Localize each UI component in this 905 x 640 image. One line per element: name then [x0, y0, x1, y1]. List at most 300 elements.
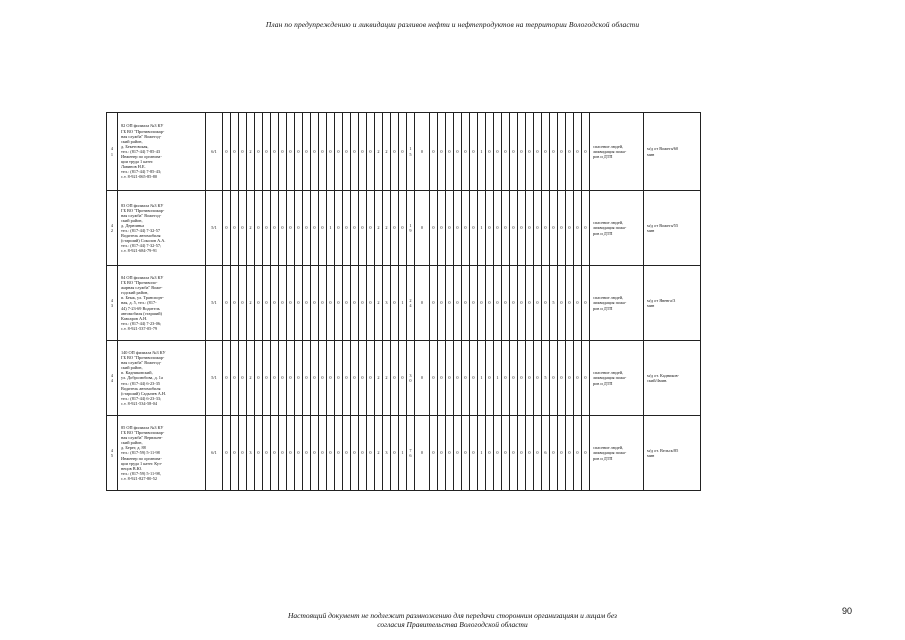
arrival-time-cell — [644, 113, 701, 191]
arrival-line: мин — [647, 228, 655, 233]
organization-line: п. Бекж, ул. Транспорт- — [121, 295, 164, 301]
organization-line: годский район, — [121, 290, 149, 296]
count-cell: 0 — [446, 416, 454, 491]
count-cell: 0 — [462, 113, 470, 191]
organization-line: с.т. 8-921-827-80-52 — [121, 475, 158, 481]
task-line: ликвидация пожа- — [593, 148, 627, 154]
organization-line: Водитель автомобиля — [121, 385, 161, 391]
count-cell: 0 — [303, 341, 311, 416]
row-index-digit: 4 — [110, 146, 114, 152]
organization-line: тел.: (817-44) 7-32-57 — [121, 228, 160, 233]
organization-line: ная служба" Вожегод- — [121, 212, 162, 218]
organization-line: 44) 7-23-69 Водитель — [121, 305, 160, 311]
count-cell: 0 — [295, 113, 303, 191]
count-cell: 0 — [367, 113, 375, 191]
count-cell: 0 — [271, 266, 279, 341]
count-cell: 3 — [247, 416, 255, 491]
organization-line: тел.: (817-44) 7-32-57; — [121, 243, 162, 249]
count-cell: 0 — [446, 113, 454, 191]
count-cell: 0 — [335, 341, 343, 416]
count-cell: 0 — [574, 191, 582, 266]
footer-line-2: согласия Правительства Вологодской области — [377, 620, 528, 629]
count-cell: 0 — [582, 341, 590, 416]
count-cell: 0 — [518, 341, 526, 416]
count-cell: 0 — [351, 113, 359, 191]
task-line: ров и ДТП — [593, 305, 613, 311]
crew-ratio-cell: 5/1 — [206, 341, 223, 416]
count-cell: 0 — [430, 266, 438, 341]
count-cell: 0 — [303, 416, 311, 491]
count-cell: 6 — [542, 416, 550, 491]
organization-line: с.т. 8-921-065-85-80 — [121, 174, 158, 180]
count-cell: 0 — [454, 266, 462, 341]
arrival-line: м/д от. Кадников- — [647, 372, 679, 378]
row-index-digit: 5 — [110, 453, 114, 458]
arrival-line: мин — [647, 151, 655, 157]
stacked-digit: 0 — [409, 378, 412, 383]
count-cell: 0 — [582, 113, 590, 191]
count-cell: 0 — [566, 266, 574, 341]
count-cell: 0 — [470, 191, 478, 266]
count-cell: 0 — [494, 266, 502, 341]
count-cell: 0 — [391, 416, 399, 491]
organization-line: д. Берег, д. 88 — [121, 445, 146, 451]
count-cell: 0 — [279, 113, 287, 191]
row-index-digit: 2 — [110, 228, 114, 233]
count-cell: 0 — [550, 416, 558, 491]
count-cell: 0 — [311, 416, 319, 491]
count-cell: 0 — [343, 113, 351, 191]
count-cell: 0 — [359, 416, 367, 491]
organization-line: тел.: (817-44) 7-23-06; — [121, 320, 162, 326]
organization-line: (старший) Соколов А.А. — [121, 238, 166, 244]
task-line: ликвидация пожа- — [593, 300, 627, 306]
count-cell: 0 — [359, 191, 367, 266]
table-row — [107, 341, 701, 416]
count-cell: 0 — [478, 266, 486, 341]
crew-ratio-cell: 6/1 — [206, 416, 223, 491]
count-cell: 0 — [494, 113, 502, 191]
count-cell: 0 — [295, 191, 303, 266]
count-cell: 0 — [438, 341, 446, 416]
task-line: ров и ДТП — [593, 380, 613, 386]
count-cell: 0 — [574, 416, 582, 491]
count-cell: 0 — [510, 341, 518, 416]
organization-line: тел.: (817-59) 5-11-98, — [121, 470, 161, 476]
document-footer — [0, 611, 905, 629]
organization-line: 85 ОП филиала №3 КУ — [121, 424, 164, 430]
organization-line: тел.: (817-44) 6-23-35 — [121, 380, 160, 386]
count-cell: 0 — [550, 113, 558, 191]
count-cell: 0 — [430, 191, 438, 266]
organization-line: п. Кадниковский, — [121, 370, 153, 376]
arrival-line: м/д от. Вельск/85 — [647, 447, 679, 453]
count-cell: 0 — [558, 191, 566, 266]
count-cell: 0 — [462, 191, 470, 266]
count-cell: 0 — [295, 266, 303, 341]
organization-line: ГБ ВО "Противопожар- — [121, 128, 165, 134]
organization-line: 140 ОП филиала №3 КУ — [121, 349, 166, 355]
organization-line: ная, д. 5, тел.: (817- — [121, 300, 157, 306]
table-row — [107, 191, 701, 266]
count-cell: 0 — [271, 113, 279, 191]
task-line: ров и ДТП — [593, 455, 613, 461]
count-cell: 0 — [295, 416, 303, 491]
count-cell: 0 — [391, 266, 399, 341]
organization-line: 84 ОП филиала №3 КУ — [121, 274, 164, 280]
task-description-cell — [590, 266, 644, 341]
resource-table-body — [107, 113, 701, 491]
arrival-line: м/д от Явенга/3 — [647, 297, 676, 303]
count-cell: 0 — [295, 341, 303, 416]
crew-ratio-cell: 6/1 — [206, 113, 223, 191]
count-cell: 0 — [518, 266, 526, 341]
organization-cell — [118, 266, 206, 341]
count-cell: 0 — [399, 191, 407, 266]
count-cell: 0 — [502, 416, 510, 491]
count-cell: 0 — [367, 266, 375, 341]
count-cell: 0 — [558, 341, 566, 416]
count-cell: 5 — [542, 341, 550, 416]
resource-table — [106, 112, 701, 491]
count-cell: 0 — [430, 341, 438, 416]
count-cell: 0 — [582, 191, 590, 266]
crew-ratio-cell: 5/1 — [206, 191, 223, 266]
table-row — [107, 266, 701, 341]
task-line: спасение людей, — [593, 220, 624, 226]
arrival-line: м/д от Вожега/60 — [647, 146, 679, 152]
count-cell: 0 — [454, 341, 462, 416]
count-cell: 0 — [271, 416, 279, 491]
count-cell: 0 — [311, 266, 319, 341]
count-cell: 0 — [534, 191, 542, 266]
count-cell: 1 — [478, 416, 486, 491]
count-cell: 0 — [343, 191, 351, 266]
task-line: ликвидация пожа- — [593, 375, 627, 381]
count-cell: 0 — [255, 113, 263, 191]
count-cell: 0 — [223, 341, 231, 416]
count-cell: 0 — [542, 266, 550, 341]
count-cell: 0 — [279, 416, 287, 491]
count-cell: 0 — [574, 341, 582, 416]
count-cell: 0 — [231, 341, 239, 416]
organization-line: ский район, — [121, 365, 143, 371]
count-cell: 1 — [478, 191, 486, 266]
count-cell: 0 — [319, 266, 327, 341]
organization-line: тел.: (817-44) 6-23-33; — [121, 395, 162, 401]
count-cell: 0 — [494, 416, 502, 491]
count-cell: 0 — [391, 341, 399, 416]
task-line: спасение людей, — [593, 445, 624, 451]
count-cell: 0 — [279, 266, 287, 341]
count-cell: 0 — [239, 191, 247, 266]
organization-line: Инженер по организа- — [121, 154, 162, 160]
count-cell: 0 — [335, 191, 343, 266]
count-cell: 0 — [526, 191, 534, 266]
organization-line: ский район, — [121, 217, 143, 223]
row-index-digit: 4 — [110, 372, 114, 378]
count-cell: 2 — [383, 191, 391, 266]
task-line: спасение людей, — [593, 295, 624, 301]
count-cell: 0 — [303, 266, 311, 341]
organization-line: ГБ ВО "Противопожар- — [121, 355, 165, 361]
count-cell: 2 — [383, 341, 391, 416]
count-cell: 0 — [415, 341, 430, 416]
count-cell: 0 — [446, 341, 454, 416]
count-cell: 0 — [518, 416, 526, 491]
organization-line: ции труда 1 катег. Куз- — [121, 460, 163, 466]
count-cell: 0 — [462, 266, 470, 341]
count-cell: 0 — [542, 191, 550, 266]
count-cell: 0 — [263, 266, 271, 341]
organization-line: жарная служба" Вожe- — [121, 285, 163, 291]
count-cell: 0 — [502, 191, 510, 266]
organization-cell — [118, 416, 206, 491]
count-cell: 0 — [415, 416, 430, 491]
organization-line: автомобиля (старший) — [121, 310, 162, 316]
stacked-value-cell — [407, 341, 415, 416]
count-cell: 0 — [510, 191, 518, 266]
count-cell: 0 — [327, 266, 335, 341]
count-cell: 0 — [391, 191, 399, 266]
count-cell: 0 — [231, 191, 239, 266]
count-cell: 0 — [462, 341, 470, 416]
count-cell: 5 — [550, 266, 558, 341]
count-cell: 0 — [470, 341, 478, 416]
organization-line: с.т. 8-921-534-58-04 — [121, 400, 158, 406]
count-cell: 0 — [239, 341, 247, 416]
organization-line: ГБ ВО "Противопожар- — [121, 207, 165, 213]
organization-line: д. Бекетовская, — [121, 143, 149, 149]
row-index-digit: 4 — [110, 222, 114, 228]
count-cell: 0 — [327, 416, 335, 491]
count-cell: 0 — [311, 341, 319, 416]
organization-line: тел.: (817-44) 7-85-43 — [121, 148, 160, 154]
table-row — [107, 416, 701, 491]
count-cell: 0 — [343, 341, 351, 416]
organization-cell — [118, 113, 206, 191]
count-cell: 0 — [263, 416, 271, 491]
organization-line: ная служба" Вожегод- — [121, 360, 162, 366]
count-cell: 0 — [367, 341, 375, 416]
count-cell: 0 — [263, 341, 271, 416]
row-index-digit: 1 — [110, 151, 114, 157]
count-cell: 0 — [223, 191, 231, 266]
count-cell: 0 — [430, 416, 438, 491]
task-line: ликвидация пожа- — [593, 450, 627, 456]
count-cell: 0 — [494, 191, 502, 266]
arrival-time-cell — [644, 341, 701, 416]
organization-line: ул. Добролюбова, д. 1а — [121, 375, 163, 381]
count-cell: 0 — [415, 191, 430, 266]
count-cell: 0 — [534, 266, 542, 341]
organization-line: Инженер по организа- — [121, 455, 162, 461]
count-cell: 0 — [343, 416, 351, 491]
count-cell: 0 — [470, 113, 478, 191]
count-cell: 0 — [534, 341, 542, 416]
count-cell: 1 — [478, 341, 486, 416]
count-cell: 0 — [438, 416, 446, 491]
count-cell: 0 — [526, 113, 534, 191]
count-cell: 2 — [375, 191, 383, 266]
count-cell: 0 — [303, 113, 311, 191]
row-index-cell — [107, 191, 118, 266]
count-cell: 0 — [359, 341, 367, 416]
count-cell: 0 — [287, 341, 295, 416]
count-cell: 0 — [335, 416, 343, 491]
count-cell: 0 — [518, 113, 526, 191]
count-cell: 0 — [359, 266, 367, 341]
count-cell: 0 — [351, 341, 359, 416]
count-cell: 0 — [486, 191, 494, 266]
stacked-value-cell — [407, 266, 415, 341]
count-cell: 0 — [526, 341, 534, 416]
count-cell: 0 — [438, 266, 446, 341]
row-index-cell — [107, 341, 118, 416]
arrival-time-cell — [644, 191, 701, 266]
count-cell: 0 — [351, 191, 359, 266]
count-cell: 0 — [566, 341, 574, 416]
count-cell: 2 — [247, 266, 255, 341]
count-cell: 1 — [399, 266, 407, 341]
organization-line: ГБ ВО "Противопо- — [121, 280, 158, 286]
count-cell: 2 — [247, 191, 255, 266]
count-cell: 0 — [582, 416, 590, 491]
count-cell: 0 — [351, 266, 359, 341]
count-cell: 0 — [534, 416, 542, 491]
count-cell: 0 — [231, 416, 239, 491]
count-cell: 0 — [430, 113, 438, 191]
count-cell: 0 — [319, 113, 327, 191]
task-line: ликвидация пожа- — [593, 225, 627, 231]
footer-line-1: Настоящий документ не подлежит размножению для передачи сторонним организациям и лицам без — [288, 611, 617, 620]
arrival-line: м/д от Вожега/55 — [647, 222, 679, 228]
count-cell: 0 — [510, 113, 518, 191]
count-cell: 0 — [279, 341, 287, 416]
count-cell: 0 — [319, 341, 327, 416]
organization-line: ГБ ВО "Противопожар- — [121, 430, 165, 436]
count-cell: 0 — [558, 416, 566, 491]
count-cell: 0 — [486, 113, 494, 191]
task-line: спасение людей, — [593, 370, 624, 376]
stacked-digit: 4 — [409, 303, 412, 308]
count-cell: 0 — [550, 191, 558, 266]
count-cell: 2 — [375, 341, 383, 416]
organization-line: тел.: (817-59) 5-11-98 — [121, 450, 160, 456]
arrival-line: ский/4мин. — [647, 378, 668, 383]
stacked-value-cell — [407, 416, 415, 491]
count-cell: 0 — [343, 266, 351, 341]
count-cell: 0 — [335, 266, 343, 341]
count-cell: 0 — [319, 191, 327, 266]
count-cell: 0 — [311, 113, 319, 191]
count-cell: 0 — [558, 266, 566, 341]
count-cell: 1 — [478, 113, 486, 191]
organization-line: тел.: (817-44) 7-85-43; — [121, 169, 162, 175]
row-index-cell — [107, 266, 118, 341]
row-index-cell — [107, 416, 118, 491]
count-cell: 0 — [558, 113, 566, 191]
count-cell: 0 — [470, 266, 478, 341]
table-row — [107, 113, 701, 191]
organization-line: 82 ОП филиала №3 КУ — [121, 123, 164, 129]
count-cell: 0 — [231, 266, 239, 341]
count-cell: 0 — [446, 191, 454, 266]
count-cell: 0 — [287, 191, 295, 266]
stacked-digit: 2 — [409, 297, 412, 303]
count-cell: 0 — [327, 341, 335, 416]
count-cell: 0 — [462, 416, 470, 491]
organization-line: с.т. 8-921-684-79-91 — [121, 248, 158, 254]
organization-line: ский район, — [121, 440, 143, 446]
count-cell: 0 — [271, 191, 279, 266]
count-cell: 0 — [255, 266, 263, 341]
count-cell: 0 — [526, 416, 534, 491]
stacked-digit: 3 — [409, 372, 412, 378]
count-cell: 2 — [375, 266, 383, 341]
task-line: ров и ДТП — [593, 230, 613, 236]
count-cell: 0 — [399, 341, 407, 416]
count-cell: 0 — [574, 266, 582, 341]
organization-line: с.т. 8-921-537-05-79 — [121, 325, 158, 331]
count-cell: 2 — [247, 113, 255, 191]
row-index-cell — [107, 113, 118, 191]
count-cell: 0 — [303, 191, 311, 266]
task-line: ров и ДТП — [593, 154, 613, 160]
task-description-cell — [590, 113, 644, 191]
count-cell: 0 — [542, 113, 550, 191]
count-cell: 0 — [287, 266, 295, 341]
count-cell: 0 — [311, 191, 319, 266]
stacked-digit: 5 — [409, 151, 412, 157]
count-cell: 0 — [566, 416, 574, 491]
count-cell: 0 — [470, 416, 478, 491]
count-cell: 0 — [454, 113, 462, 191]
count-cell: 0 — [263, 113, 271, 191]
count-cell: 0 — [287, 416, 295, 491]
count-cell: 0 — [534, 113, 542, 191]
stacked-digit: 1 — [409, 146, 412, 152]
count-cell: 3 — [383, 266, 391, 341]
count-cell: 0 — [351, 416, 359, 491]
count-cell: 0 — [367, 416, 375, 491]
count-cell: 0 — [502, 113, 510, 191]
count-cell: 0 — [486, 416, 494, 491]
count-cell: 0 — [255, 416, 263, 491]
organization-line: д. Дерюиньа — [121, 222, 145, 228]
task-description-cell — [590, 341, 644, 416]
stacked-digit: 6 — [409, 453, 412, 458]
count-cell: 0 — [263, 191, 271, 266]
count-cell: 0 — [502, 266, 510, 341]
count-cell: 0 — [319, 416, 327, 491]
count-cell: 0 — [438, 191, 446, 266]
count-cell: 0 — [255, 341, 263, 416]
document-header: План по предупреждению и ликвидации разливов нефти и нефтепродуктов на территории Вологодской области — [265, 20, 640, 29]
count-cell: 0 — [446, 266, 454, 341]
count-cell: 0 — [239, 113, 247, 191]
organization-cell — [118, 191, 206, 266]
count-cell: 1 — [327, 191, 335, 266]
organization-line: ная служба" Вожегод- — [121, 133, 162, 139]
count-cell: 0 — [486, 266, 494, 341]
count-cell: 0 — [271, 341, 279, 416]
stacked-value-cell — [407, 191, 415, 266]
count-cell: 0 — [223, 416, 231, 491]
count-cell: 0 — [391, 113, 399, 191]
count-cell: 1 — [494, 341, 502, 416]
count-cell: 2 — [247, 341, 255, 416]
